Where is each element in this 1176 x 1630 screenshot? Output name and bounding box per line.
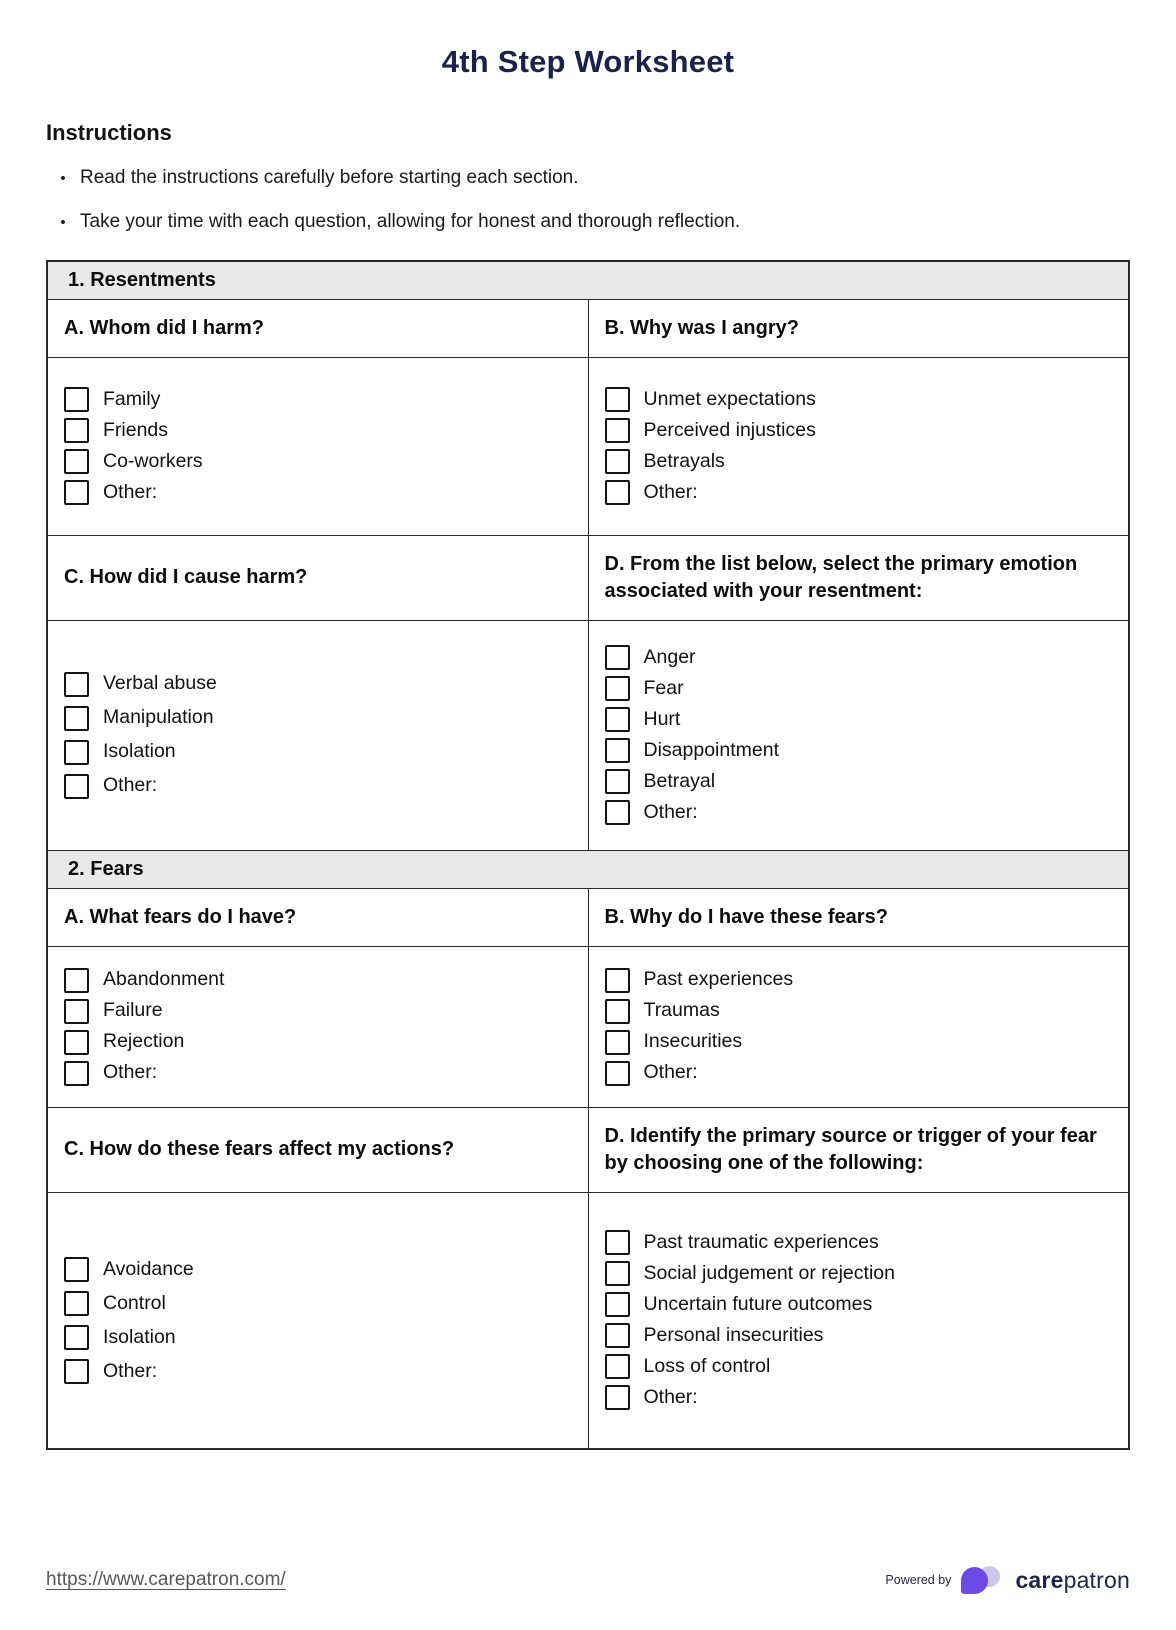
section-1-question-a-heading: A. Whom did I harm? <box>47 299 588 357</box>
checkbox-label: Betrayal <box>643 769 716 792</box>
checkbox-label: Betrayals <box>643 449 725 472</box>
checkbox-option <box>605 968 1113 993</box>
checkbox-icon[interactable] <box>605 1385 630 1410</box>
checkbox-option <box>605 1354 1113 1379</box>
checkbox-label: Anger <box>643 645 696 668</box>
checkbox-option <box>605 645 1113 670</box>
checkbox-option <box>605 800 1113 825</box>
checklist <box>64 387 572 505</box>
checkbox-label: Unmet expectations <box>643 387 816 410</box>
powered-by-block <box>885 1564 1130 1596</box>
section-1-header: 1. Resentments <box>47 261 1129 300</box>
checkbox-icon[interactable] <box>605 999 630 1024</box>
checklist <box>605 968 1113 1086</box>
checkbox-label: Loss of control <box>643 1355 771 1378</box>
checkbox-icon[interactable] <box>64 672 89 697</box>
checkbox-icon[interactable] <box>605 480 630 505</box>
bullet-icon: • <box>60 170 66 187</box>
checkbox-icon[interactable] <box>64 1325 89 1350</box>
checkbox-icon[interactable] <box>64 1061 89 1086</box>
checkbox-icon[interactable] <box>64 1359 89 1384</box>
checkbox-option <box>64 999 572 1024</box>
checkbox-label: Other: <box>103 1359 158 1382</box>
brand-patron: patron <box>1063 1566 1130 1593</box>
carepatron-link[interactable]: https://www.carepatron.com/ <box>46 1569 286 1590</box>
section-1-question-c-heading: C. How did I cause harm? <box>47 535 588 620</box>
checkbox-icon[interactable] <box>64 706 89 731</box>
section-2-question-c-heading: C. How do these fears affect my actions? <box>47 1107 588 1192</box>
checkbox-label: Past traumatic experiences <box>643 1231 879 1254</box>
instruction-text: Take your time with each question, allowing for honest and thorough reflection. <box>80 210 741 232</box>
checkbox-icon[interactable] <box>64 774 89 799</box>
checkbox-icon[interactable] <box>64 1030 89 1055</box>
checkbox-label: Rejection <box>103 1030 185 1053</box>
checkbox-icon[interactable] <box>605 1230 630 1255</box>
checkbox-option <box>605 1323 1113 1348</box>
checkbox-label: Social judgement or rejection <box>643 1262 895 1285</box>
checkbox-option <box>605 738 1113 763</box>
checkbox-icon[interactable] <box>605 387 630 412</box>
checkbox-option <box>64 387 572 412</box>
checkbox-icon[interactable] <box>605 1323 630 1348</box>
checkbox-label: Verbal abuse <box>103 672 217 695</box>
checkbox-label: Disappointment <box>643 738 779 761</box>
checkbox-icon[interactable] <box>605 418 630 443</box>
powered-by-label: Powered by <box>885 1573 952 1587</box>
checkbox-label: Family <box>103 387 161 410</box>
checkbox-icon[interactable] <box>64 480 89 505</box>
checkbox-label: Other: <box>643 1386 698 1409</box>
checkbox-option <box>605 1030 1113 1055</box>
checkbox-option <box>605 418 1113 443</box>
checkbox-icon[interactable] <box>605 968 630 993</box>
instruction-item <box>46 210 1130 234</box>
checkbox-label: Avoidance <box>103 1257 194 1280</box>
checkbox-icon[interactable] <box>605 1261 630 1286</box>
section-1-question-b-options <box>588 357 1129 535</box>
checkbox-icon[interactable] <box>64 968 89 993</box>
checkbox-option <box>605 1230 1113 1255</box>
checkbox-option <box>605 1385 1113 1410</box>
section-2-question-a-heading: A. What fears do I have? <box>47 888 588 946</box>
checkbox-icon[interactable] <box>605 645 630 670</box>
checkbox-icon[interactable] <box>605 449 630 474</box>
checkbox-label: Perceived injustices <box>643 418 816 441</box>
checkbox-label: Friends <box>103 418 169 441</box>
checkbox-icon[interactable] <box>64 418 89 443</box>
checkbox-icon[interactable] <box>605 800 630 825</box>
checkbox-icon[interactable] <box>605 676 630 701</box>
logo-bubble-main <box>961 1567 988 1594</box>
checkbox-label: Other: <box>643 800 698 823</box>
section-2-question-b-options <box>588 946 1129 1107</box>
checkbox-option <box>64 1030 572 1055</box>
section-1-question-b-heading: B. Why was I angry? <box>588 299 1129 357</box>
checkbox-icon[interactable] <box>605 1030 630 1055</box>
checkbox-option <box>605 1061 1113 1086</box>
checkbox-label: Other: <box>643 480 698 503</box>
checkbox-icon[interactable] <box>64 1257 89 1282</box>
instructions-heading: Instructions <box>46 120 172 145</box>
checkbox-option <box>64 706 572 731</box>
section-1-question-c-options <box>47 620 588 850</box>
checklist <box>605 645 1113 825</box>
checkbox-label: Personal insecurities <box>643 1324 824 1347</box>
brand-care: care <box>1015 1566 1064 1593</box>
section-1-question-d-heading: D. From the list below, select the primary emotion associated with your resentment: <box>588 535 1129 620</box>
checkbox-label: Other: <box>103 774 158 797</box>
section-2-question-b-heading: B. Why do I have these fears? <box>588 888 1129 946</box>
checkbox-option <box>605 769 1113 794</box>
checkbox-label: Failure <box>103 999 163 1022</box>
carepatron-wordmark <box>1015 1567 1130 1594</box>
checkbox-label: Fear <box>643 676 684 699</box>
checkbox-label: Past experiences <box>643 968 794 991</box>
checkbox-icon[interactable] <box>64 999 89 1024</box>
checkbox-option <box>605 387 1113 412</box>
checkbox-option <box>64 740 572 765</box>
checkbox-icon[interactable] <box>605 707 630 732</box>
checkbox-option <box>605 707 1113 732</box>
bullet-icon: • <box>60 213 66 231</box>
checkbox-label: Control <box>103 1291 166 1314</box>
checkbox-label: Manipulation <box>103 706 214 729</box>
checklist <box>64 1257 572 1384</box>
section-1-question-a-options <box>47 357 588 535</box>
checkbox-option <box>64 449 572 474</box>
checkbox-label: Traumas <box>643 999 720 1022</box>
section-2-question-d-heading: D. Identify the primary source or trigger of your fear by choosing one of the following: <box>588 1107 1129 1192</box>
checkbox-option <box>64 1061 572 1086</box>
checkbox-label: Other: <box>103 1061 158 1084</box>
checkbox-icon[interactable] <box>605 1292 630 1317</box>
checkbox-option <box>64 480 572 505</box>
page-title: 4th Step Worksheet <box>441 44 735 79</box>
checkbox-label: Insecurities <box>643 1030 743 1053</box>
carepatron-logo-icon <box>961 1564 1007 1596</box>
worksheet-table <box>46 260 1130 1451</box>
checkbox-label: Isolation <box>103 1325 176 1348</box>
checkbox-option <box>64 968 572 993</box>
checkbox-option <box>605 449 1113 474</box>
checkbox-icon[interactable] <box>64 449 89 474</box>
checkbox-option <box>605 480 1113 505</box>
page-footer <box>46 1564 1130 1596</box>
checkbox-icon[interactable] <box>64 1291 89 1316</box>
checkbox-label: Isolation <box>103 740 176 763</box>
checkbox-label: Hurt <box>643 707 681 730</box>
instruction-text: Read the instructions carefully before starting each section. <box>80 167 579 188</box>
instructions-list <box>46 166 1130 234</box>
checkbox-option <box>605 999 1113 1024</box>
checkbox-option <box>64 774 572 799</box>
section-2-question-d-options <box>588 1192 1129 1449</box>
checkbox-label: Other: <box>103 480 158 503</box>
section-2-question-a-options <box>47 946 588 1107</box>
checkbox-icon[interactable] <box>605 769 630 794</box>
checkbox-label: Other: <box>643 1061 698 1084</box>
checkbox-option <box>64 1359 572 1384</box>
checklist <box>605 387 1113 505</box>
section-2-question-c-options <box>47 1192 588 1449</box>
checkbox-label: Uncertain future outcomes <box>643 1293 873 1316</box>
checklist <box>605 1230 1113 1410</box>
checkbox-label: Abandonment <box>103 968 225 991</box>
checkbox-option <box>605 1292 1113 1317</box>
checkbox-option <box>605 1261 1113 1286</box>
checkbox-option <box>64 1325 572 1350</box>
instruction-item <box>46 166 1130 190</box>
checkbox-option <box>64 672 572 697</box>
checkbox-icon[interactable] <box>64 740 89 765</box>
checkbox-label: Co-workers <box>103 449 203 472</box>
section-2-header: 2. Fears <box>47 850 1129 888</box>
checklist <box>64 672 572 799</box>
checkbox-icon[interactable] <box>64 387 89 412</box>
checkbox-icon[interactable] <box>605 1354 630 1379</box>
checkbox-option <box>605 676 1113 701</box>
checkbox-option <box>64 418 572 443</box>
checkbox-option <box>64 1257 572 1282</box>
checkbox-icon[interactable] <box>605 1061 630 1086</box>
checklist <box>64 968 572 1086</box>
checkbox-option <box>64 1291 572 1316</box>
checkbox-icon[interactable] <box>605 738 630 763</box>
section-1-question-d-options <box>588 620 1129 850</box>
